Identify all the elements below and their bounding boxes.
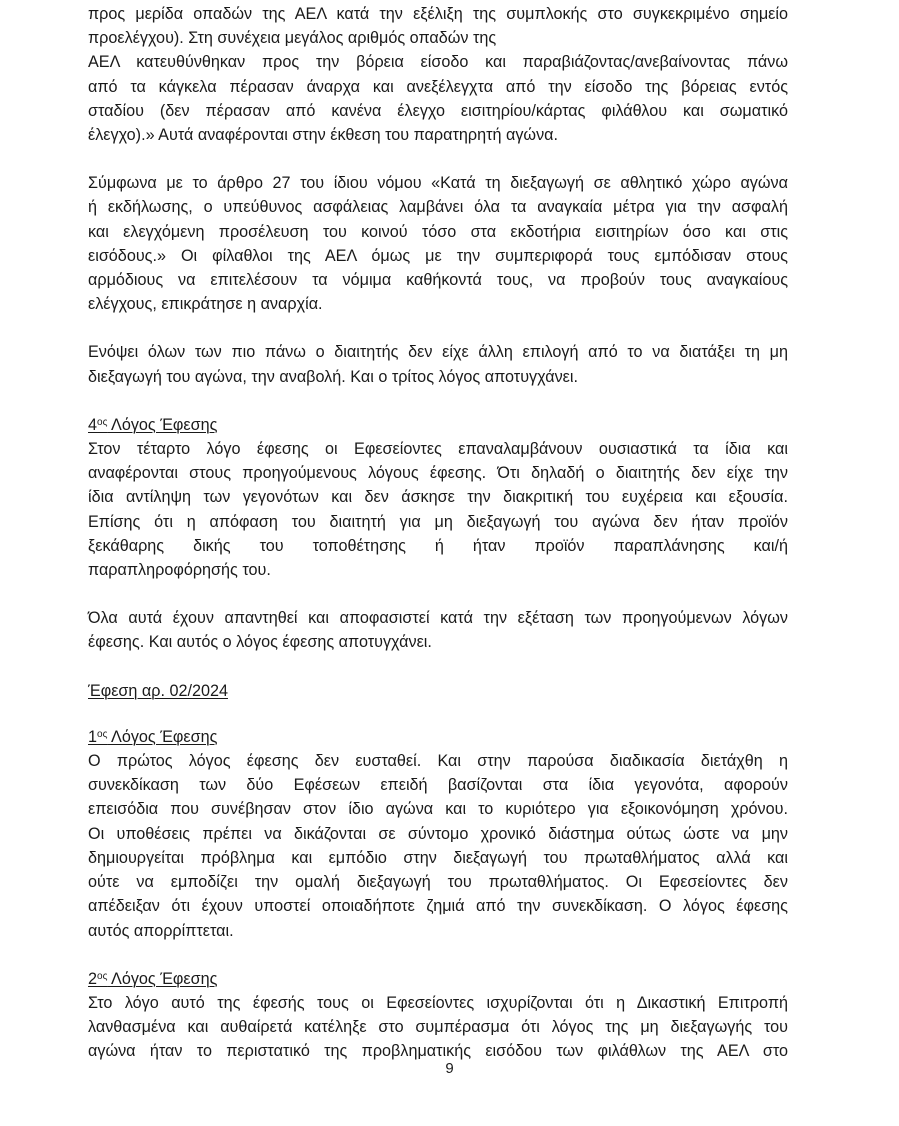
heading-ordinal-suffix: ος [97, 970, 108, 982]
heading-ordinal-suffix: ος [97, 728, 108, 740]
heading-text: Λόγος Έφεσης [107, 969, 218, 988]
text-line: ούτε να εμποδίζει την ομαλή διεξαγωγή του πρωταθλήματος. Οι Εφεσείοντες δεν [88, 873, 788, 892]
text-line: έφεσης. Και αυτός ο λόγος έφεσης αποτυγχάνει. [88, 633, 432, 652]
text-line: επεισόδια που συνέβησαν στον ίδιο αγώνα και το κυριότερο για εξοικονόμηση χρόνου. [88, 800, 788, 819]
text-line: έλεγχο).» Αυτά αναφέρονται στην έκθεση του παρατηρητή αγώνα. [88, 126, 559, 145]
text-line: ή εκδήλωσης, ο υπεύθυνος ασφάλειας λαμβάνει όλα τα αναγκαία μέτρα για την ασφαλή [88, 198, 788, 217]
text-line: Όλα αυτά έχουν απαντηθεί και αποφασιστεί κατά την εξέταση των προηγούμενων λόγων [88, 609, 788, 628]
heading-text: Λόγος Έφεσης [107, 415, 218, 434]
heading-number: 2 [88, 969, 98, 988]
text-line: Στο λόγο αυτό της έφεσής τους οι Εφεσείοντες ισχυρίζονται ότι η Δικαστική Επιτροπή [88, 993, 788, 1012]
text-line: και ελεγχόμενη προσέλευση του κοινού τόσο στα εκδοτήρια εισιτηρίων όσο και στις [88, 222, 788, 241]
paragraph-third-ground-conclusion [88, 340, 788, 388]
paragraph-observer-report [88, 2, 788, 147]
text-line: ελέγχους, επικράτησε η αναρχία. [88, 295, 323, 314]
heading-number: 4 [88, 415, 98, 434]
heading-second-ground [88, 967, 788, 991]
text-line: Στον τέταρτο λόγο έφεσης οι Εφεσείοντες επαναλαμβάνουν ουσιαστικά τα ίδια και [88, 440, 788, 459]
paragraph-fourth-ground [88, 437, 788, 582]
text-line: Σύμφωνα με το άρθρο 27 του ίδιου νόμου «Κατά τη διεξαγωγή σε αθλητικό χώρο αγώνα [88, 174, 788, 193]
text-line: Ενόψει όλων των πιο πάνω ο διαιτητής δεν είχε άλλη επιλογή από το να διατάξει τη μη [88, 343, 788, 362]
text-line: προς μερίδα οπαδών της ΑΕΛ κατά την εξέλιξη της συμπλοκής στο συγκεκριμένο σημείο [88, 5, 788, 23]
text-line: σταδίου (δεν πέρασαν από κανένα έλεγχο εισιτηρίου/κάρτας φιλάθλου και σωματικό [88, 101, 788, 120]
paragraph-fourth-ground-conclusion [88, 606, 788, 654]
heading-first-ground [88, 725, 788, 749]
text-line: Επίσης ότι η απόφαση του διαιτητή για μη διεξαγωγή του αγώνα δεν ήταν προϊόν [88, 512, 788, 531]
text-line: συνεκδίκαση των δύο Εφέσεων επειδή βασίζονται στα ίδια γεγονότα, αφορούν [88, 776, 788, 795]
text-line: από τα κάγκελα πέρασαν άναρχα και ανεξέλεγχτα από την είσοδο της βόρειας εντός [88, 77, 788, 96]
text-line: απέδειξαν ότι έχουν υποστεί οποιαδήποτε ζημιά από την συνεκδίκαση. Ο λόγος έφεσης [88, 897, 788, 916]
text-line: αγώνα ήταν το περιστατικό της προβληματικής εισόδου των φιλάθλων της ΑΕΛ στο [88, 1042, 788, 1061]
heading-ordinal-suffix: ος [97, 416, 108, 428]
heading-number: 1 [88, 727, 98, 746]
document-page [88, 0, 788, 1064]
text-line: ΑΕΛ κατευθύνθηκαν προς την βόρεια είσοδο και παραβιάζοντας/ανεβαίνοντας πάνω [88, 53, 788, 72]
paragraph-first-ground [88, 749, 788, 943]
text-line: ξεκάθαρης δικής του τοποθέτησης ή ήταν προϊόν παραπλάνησης και/ή [88, 536, 788, 555]
text-line: διεξαγωγή του αγώνα, την αναβολή. Και ο τρίτος λόγος αποτυγχάνει. [88, 367, 578, 386]
text-line: παραπληροφόρησής του. [88, 561, 271, 580]
heading-fourth-ground [88, 413, 788, 437]
text-line: εισόδους.» Οι φίλαθλοι της ΑΕΛ όμως με την συμπεριφορά τους εμπόδισαν στους [88, 246, 788, 265]
text-line: ίδια αντίληψη των γεγονότων και δεν άσκησε την διακριτική του ευχέρεια και εξουσία. [88, 488, 788, 507]
heading-appeal-number: Έφεση αρ. 02/2024 [88, 681, 228, 700]
text-line: αρμόδιους να επιτελέσουν τα νόμιμα καθήκοντά τους, να προβούν τους αναγκαίους [88, 271, 788, 290]
text-line: δημιουργείται πρόβλημα και εμπόδιο στην διεξαγωγή του πρωταθλήματος αλλά και [88, 848, 788, 867]
heading-text: Λόγος Έφεσης [107, 727, 218, 746]
text-line: αναφέρονται στους προηγούμενους λόγους έφεσης. Ότι δηλαδή ο διαιτητής δεν είχε την [88, 464, 788, 483]
text-line: λανθασμένα και αυθαίρετά κατέληξε στο συμπέρασμα ότι λόγος της μη διεξαγωγής του [88, 1018, 788, 1037]
paragraph-article-27 [88, 171, 788, 316]
text-line: αυτός απορρίπτεται. [88, 921, 234, 940]
paragraph-second-ground [88, 991, 788, 1064]
page-number: 9 [445, 1060, 454, 1077]
text-line: προελέγχου). Στη συνέχεια μεγάλος αριθμός οπαδών της [88, 29, 497, 48]
text-line: Οι υποθέσεις πρέπει να δικάζονται σε σύντομο χρονικό διάστημα ούτως ώστε να μην [88, 824, 788, 843]
text-line: Ο πρώτος λόγος έφεσης δεν ευσταθεί. Και στην παρούσα διαδικασία διετάχθη η [88, 752, 788, 771]
